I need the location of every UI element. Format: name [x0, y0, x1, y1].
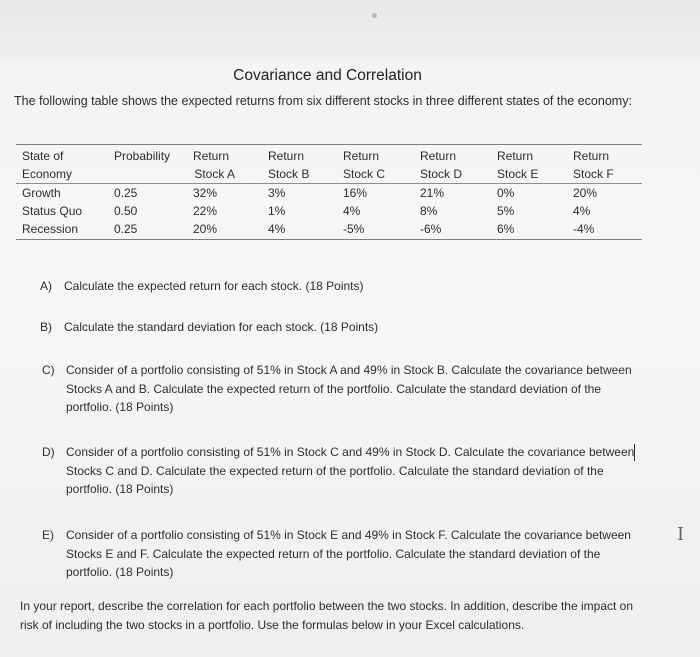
row-statusquo-prob: 0.50 [114, 204, 138, 218]
question-label: E) [42, 528, 54, 542]
question-d [42, 443, 647, 503]
header-stock-c-1: Return [343, 149, 380, 163]
text-caret [634, 444, 635, 461]
row-statusquo-a: 22% [193, 204, 218, 218]
table-top-rule [16, 144, 642, 145]
header-stock-e-1: Return [497, 149, 534, 163]
row-growth-a: 32% [193, 186, 218, 200]
row-statusquo-c: 4% [343, 204, 361, 218]
header-stock-a-1: Return [193, 149, 230, 163]
question-text: Consider of a portfolio consisting of 51% in Stock C and 49% in Stock D. Calculate the covariance between Stocks C and D. Calculate the expected return of the portfolio. Calculate the standard deviation of the portfolio. (18 Points) [66, 445, 635, 496]
header-state-2: Economy [22, 167, 73, 181]
question-label: B) [40, 320, 52, 334]
row-recession-a: 20% [193, 222, 218, 236]
row-recession-prob: 0.25 [114, 222, 138, 236]
table-header-rule [16, 183, 642, 184]
question-text: Calculate the expected return for each stock. (18 Points) [64, 279, 364, 293]
table-bottom-rule [16, 239, 642, 240]
question-text: Calculate the standard deviation for each stock. (18 Points) [64, 320, 379, 334]
question-label: D) [42, 445, 55, 459]
row-growth-b: 3% [268, 186, 286, 200]
header-probability: Probability [114, 149, 171, 163]
question-e [42, 526, 647, 586]
row-statusquo-e: 5% [497, 204, 515, 218]
row-recession-e: 6% [497, 222, 515, 236]
row-statusquo-f: 4% [573, 204, 591, 218]
header-stock-b-2: Stock B [268, 167, 310, 181]
header-stock-f-1: Return [573, 149, 610, 163]
row-recession-d: -6% [420, 222, 442, 236]
header-stock-c-2: Stock C [343, 167, 386, 181]
question-c [42, 361, 647, 421]
report-instructions: In your report, describe the correlation for each portfolio between the two stocks. In addition, describe the impact on risk of including the two stocks in a portfolio. Use the formulas below in your Excel calculations. [20, 599, 634, 632]
row-statusquo-b: 1% [268, 204, 286, 218]
header-stock-b-1: Return [268, 149, 305, 163]
header-stock-d-1: Return [420, 149, 457, 163]
header-state: State of [22, 149, 64, 163]
question-text: Consider of a portfolio consisting of 51% in Stock E and 49% in Stock F. Calculate the covariance between Stocks E and F. Calculate the expected return of the portfolio. Calculate the standard deviation of the portfolio. (18 Points) [66, 528, 631, 579]
row-growth-state: Growth [22, 186, 61, 200]
header-stock-d-2: Stock D [420, 167, 463, 181]
header-stock-a-2: Stock A [194, 167, 235, 181]
page-title: Covariance and Correlation [233, 67, 422, 84]
question-label: A) [40, 279, 52, 293]
row-recession-b: 4% [268, 222, 286, 236]
row-recession-state: Recession [22, 222, 79, 236]
row-recession-f: -4% [573, 222, 595, 236]
top-margin [0, 0, 700, 60]
row-growth-prob: 0.25 [114, 186, 138, 200]
row-statusquo-d: 8% [420, 204, 438, 218]
ibeam-cursor-icon: I [677, 524, 685, 545]
dot-mark [372, 13, 377, 18]
row-recession-c: -5% [343, 222, 365, 236]
intro-paragraph: The following table shows the expected returns from six different stocks in three different states of the economy: [14, 94, 632, 108]
question-text: Consider of a portfolio consisting of 51% in Stock A and 49% in Stock B. Calculate the covariance between Stocks A and B. Calculate the expected return of the portfolio. Calculate the standard deviation of the portfolio. (18 Points) [66, 363, 632, 414]
header-stock-e-2: Stock E [497, 167, 539, 181]
header-stock-f-2: Stock F [573, 167, 614, 181]
row-growth-f: 20% [573, 186, 598, 200]
row-growth-c: 16% [343, 186, 368, 200]
row-growth-d: 21% [420, 186, 445, 200]
row-statusquo-state: Status Quo [22, 204, 83, 218]
row-growth-e: 0% [497, 186, 515, 200]
question-b [40, 318, 640, 338]
question-label: C) [42, 363, 55, 377]
question-a [40, 277, 640, 297]
